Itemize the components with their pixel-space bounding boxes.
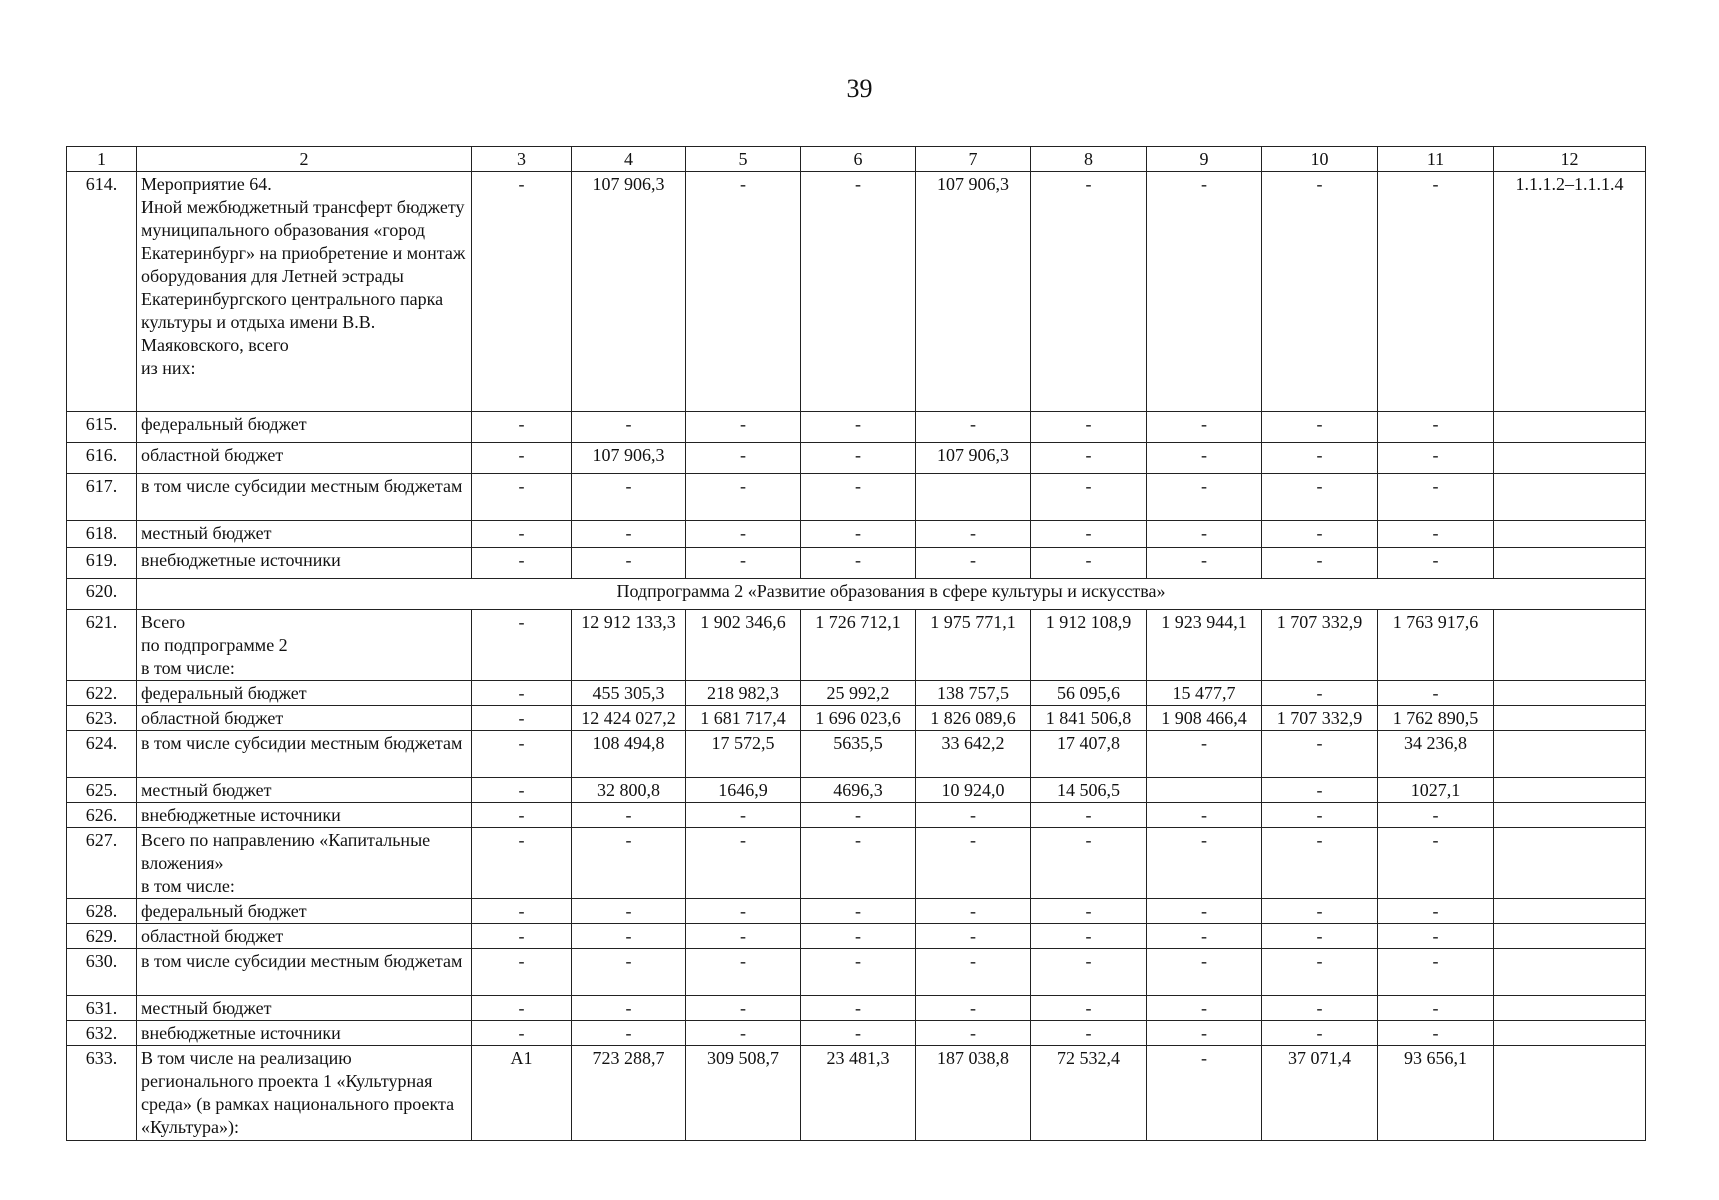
value-cell: 12 424 027,2 (572, 706, 686, 731)
value-cell: 138 757,5 (916, 681, 1031, 706)
value-cell: - (1378, 548, 1494, 579)
column-header: 2 (137, 147, 472, 172)
value-cell: 723 288,7 (572, 1046, 686, 1141)
value-cell: - (1147, 521, 1262, 548)
value-cell (1494, 1021, 1646, 1046)
table-row (67, 412, 1646, 443)
column-header: 6 (801, 147, 916, 172)
row-number: 628. (67, 899, 137, 924)
value-cell: - (916, 548, 1031, 579)
value-cell: 1 841 506,8 (1031, 706, 1147, 731)
value-cell: - (916, 924, 1031, 949)
value-cell: 17 572,5 (686, 731, 801, 778)
value-cell: - (1147, 172, 1262, 412)
value-cell (1494, 706, 1646, 731)
value-cell: - (1147, 548, 1262, 579)
value-cell: - (801, 548, 916, 579)
value-cell: 1 696 023,6 (801, 706, 916, 731)
table-row (67, 521, 1646, 548)
value-cell: 25 992,2 (801, 681, 916, 706)
value-cell: - (1031, 548, 1147, 579)
table-row (67, 579, 1646, 610)
value-cell: - (572, 996, 686, 1021)
value-cell: 37 071,4 (1262, 1046, 1378, 1141)
value-cell: - (472, 474, 572, 521)
row-description: местный бюджет (137, 996, 472, 1021)
row-number: 619. (67, 548, 137, 579)
value-cell: - (801, 1021, 916, 1046)
row-number: 622. (67, 681, 137, 706)
value-cell: 1 763 917,6 (1378, 610, 1494, 681)
value-cell (1494, 681, 1646, 706)
value-cell: - (1378, 172, 1494, 412)
value-cell: - (472, 172, 572, 412)
value-cell: - (1378, 996, 1494, 1021)
table-row (67, 706, 1646, 731)
value-cell (1494, 924, 1646, 949)
value-cell: - (1262, 474, 1378, 521)
value-cell: 1 975 771,1 (916, 610, 1031, 681)
row-description: областной бюджет (137, 706, 472, 731)
row-number: 615. (67, 412, 137, 443)
value-cell: - (572, 949, 686, 996)
table-row (67, 548, 1646, 579)
column-header: 8 (1031, 147, 1147, 172)
value-cell: - (916, 412, 1031, 443)
value-cell: 14 506,5 (1031, 778, 1147, 803)
value-cell: - (1378, 681, 1494, 706)
value-cell: 1 681 717,4 (686, 706, 801, 731)
value-cell: - (572, 548, 686, 579)
row-number: 621. (67, 610, 137, 681)
value-cell: - (572, 1021, 686, 1046)
value-cell: - (1378, 443, 1494, 474)
value-cell: - (801, 949, 916, 996)
column-header-row (67, 147, 1646, 172)
row-number: 623. (67, 706, 137, 731)
value-cell: - (1378, 803, 1494, 828)
value-cell (1494, 610, 1646, 681)
column-header: 3 (472, 147, 572, 172)
value-cell: - (1147, 474, 1262, 521)
value-cell (1494, 443, 1646, 474)
row-description: В том числе на реализацию регионального проекта 1 «Культурная среда» (в рамках национального проекта «Культура»): (137, 1046, 472, 1141)
value-cell: - (1147, 924, 1262, 949)
value-cell (1494, 899, 1646, 924)
row-number: 616. (67, 443, 137, 474)
value-cell: - (472, 996, 572, 1021)
row-description: федеральный бюджет (137, 899, 472, 924)
value-cell: - (1262, 731, 1378, 778)
value-cell: - (1262, 1021, 1378, 1046)
row-description: областной бюджет (137, 443, 472, 474)
value-cell: - (686, 803, 801, 828)
value-cell: - (1378, 828, 1494, 899)
value-cell: - (686, 899, 801, 924)
value-cell: - (686, 443, 801, 474)
value-cell: - (1378, 899, 1494, 924)
value-cell: 1646,9 (686, 778, 801, 803)
value-cell: - (1147, 731, 1262, 778)
value-cell: - (1262, 443, 1378, 474)
value-cell: - (1378, 924, 1494, 949)
value-cell: 107 906,3 (572, 172, 686, 412)
value-cell: - (1031, 172, 1147, 412)
table-row (67, 610, 1646, 681)
value-cell: 72 532,4 (1031, 1046, 1147, 1141)
row-description: Мероприятие 64. Иной межбюджетный трансферт бюджету муниципального образования «город Екатеринбург» на приобретение и монтаж оборудования для Летней эстрады Екатеринбургского центрального парка культуры и отдыха имени В.В. Маяковского, всего из них: (137, 172, 472, 412)
value-cell: - (1262, 996, 1378, 1021)
value-cell: - (1262, 412, 1378, 443)
value-cell: - (801, 828, 916, 899)
value-cell: 107 906,3 (572, 443, 686, 474)
value-cell: - (472, 548, 572, 579)
value-cell: 5635,5 (801, 731, 916, 778)
value-cell: - (686, 949, 801, 996)
value-cell: 33 642,2 (916, 731, 1031, 778)
value-cell (1494, 803, 1646, 828)
value-cell: - (686, 172, 801, 412)
value-cell: - (801, 924, 916, 949)
row-number: 632. (67, 1021, 137, 1046)
row-number: 618. (67, 521, 137, 548)
value-cell: - (916, 828, 1031, 899)
row-number: 614. (67, 172, 137, 412)
value-cell: - (916, 803, 1031, 828)
value-cell: - (572, 828, 686, 899)
value-cell: 1 908 466,4 (1147, 706, 1262, 731)
row-description: Всего по подпрограмме 2 в том числе: (137, 610, 472, 681)
row-number: 631. (67, 996, 137, 1021)
value-cell: - (1147, 443, 1262, 474)
value-cell: - (572, 899, 686, 924)
value-cell: 218 982,3 (686, 681, 801, 706)
row-number: 624. (67, 731, 137, 778)
value-cell: - (801, 474, 916, 521)
budget-table (66, 146, 1646, 1141)
value-cell: - (472, 1021, 572, 1046)
value-cell: - (1031, 924, 1147, 949)
column-header: 12 (1494, 147, 1646, 172)
row-description: областной бюджет (137, 924, 472, 949)
row-number: 630. (67, 949, 137, 996)
value-cell: 10 924,0 (916, 778, 1031, 803)
value-cell: 187 038,8 (916, 1046, 1031, 1141)
value-cell: 107 906,3 (916, 172, 1031, 412)
value-cell: - (472, 949, 572, 996)
value-cell (1494, 949, 1646, 996)
value-cell: - (801, 899, 916, 924)
row-description: в том числе субсидии местным бюджетам (137, 731, 472, 778)
value-cell: - (1031, 899, 1147, 924)
value-cell: 15 477,7 (1147, 681, 1262, 706)
value-cell: - (686, 996, 801, 1021)
value-cell: - (916, 899, 1031, 924)
value-cell: - (686, 521, 801, 548)
value-cell: - (1262, 828, 1378, 899)
value-cell (1494, 474, 1646, 521)
value-cell: - (686, 548, 801, 579)
value-cell: - (1147, 1021, 1262, 1046)
value-cell: 1 726 712,1 (801, 610, 916, 681)
value-cell (1494, 1046, 1646, 1141)
value-cell: - (472, 778, 572, 803)
value-cell: 1 707 332,9 (1262, 610, 1378, 681)
value-cell (916, 474, 1031, 521)
value-cell: - (1262, 521, 1378, 548)
value-cell: 1.1.1.2–1.1.1.4 (1494, 172, 1646, 412)
value-cell: - (472, 899, 572, 924)
value-cell: 12 912 133,3 (572, 610, 686, 681)
value-cell: - (572, 924, 686, 949)
table-row (67, 731, 1646, 778)
value-cell: - (1262, 778, 1378, 803)
table-row (67, 828, 1646, 899)
value-cell: - (686, 474, 801, 521)
value-cell (1494, 731, 1646, 778)
value-cell: - (1147, 803, 1262, 828)
value-cell: - (472, 706, 572, 731)
column-header: 7 (916, 147, 1031, 172)
value-cell: - (472, 731, 572, 778)
table-row (67, 899, 1646, 924)
value-cell (1147, 778, 1262, 803)
value-cell: - (1378, 521, 1494, 548)
value-cell: 93 656,1 (1378, 1046, 1494, 1141)
value-cell (1494, 778, 1646, 803)
row-description: в том числе субсидии местным бюджетам (137, 949, 472, 996)
value-cell: 309 508,7 (686, 1046, 801, 1141)
value-cell: 17 407,8 (1031, 731, 1147, 778)
value-cell: - (572, 521, 686, 548)
value-cell: - (916, 996, 1031, 1021)
value-cell: 32 800,8 (572, 778, 686, 803)
value-cell: - (1031, 803, 1147, 828)
row-number: 626. (67, 803, 137, 828)
table-row (67, 1021, 1646, 1046)
value-cell: - (472, 521, 572, 548)
row-description: местный бюджет (137, 521, 472, 548)
value-cell: - (1031, 1021, 1147, 1046)
value-cell: - (472, 412, 572, 443)
row-description: внебюджетные источники (137, 1021, 472, 1046)
table-row (67, 172, 1646, 412)
row-number: 629. (67, 924, 137, 949)
table-row (67, 996, 1646, 1021)
table-row (67, 778, 1646, 803)
value-cell: 1 707 332,9 (1262, 706, 1378, 731)
value-cell: - (1147, 996, 1262, 1021)
value-cell: - (1262, 899, 1378, 924)
row-description: в том числе субсидии местным бюджетам (137, 474, 472, 521)
table-row (67, 1046, 1646, 1141)
value-cell: - (1031, 949, 1147, 996)
value-cell: - (801, 521, 916, 548)
value-cell: - (1378, 474, 1494, 521)
value-cell: - (801, 172, 916, 412)
column-header: 5 (686, 147, 801, 172)
value-cell (1494, 412, 1646, 443)
row-description: местный бюджет (137, 778, 472, 803)
table-row (67, 443, 1646, 474)
value-cell: - (472, 681, 572, 706)
value-cell: - (1262, 172, 1378, 412)
page-number: 39 (846, 74, 873, 103)
value-cell: - (1262, 924, 1378, 949)
value-cell: - (1262, 803, 1378, 828)
table-row (67, 803, 1646, 828)
column-header: 9 (1147, 147, 1262, 172)
value-cell: - (1378, 412, 1494, 443)
value-cell: - (1147, 949, 1262, 996)
value-cell: 56 095,6 (1031, 681, 1147, 706)
column-header: 10 (1262, 147, 1378, 172)
row-description: внебюджетные источники (137, 803, 472, 828)
row-number: 617. (67, 474, 137, 521)
table-row (67, 681, 1646, 706)
table-row (67, 949, 1646, 996)
table-body (67, 147, 1646, 1141)
column-header: 4 (572, 147, 686, 172)
table-row (67, 924, 1646, 949)
table-row (67, 474, 1646, 521)
value-cell: - (916, 521, 1031, 548)
value-cell: - (572, 474, 686, 521)
value-cell: - (801, 996, 916, 1021)
value-cell: - (1378, 949, 1494, 996)
value-cell (1494, 828, 1646, 899)
value-cell: - (686, 828, 801, 899)
value-cell: - (472, 803, 572, 828)
value-cell (1494, 996, 1646, 1021)
value-cell: 1 762 890,5 (1378, 706, 1494, 731)
value-cell: - (1031, 828, 1147, 899)
value-cell: - (1147, 412, 1262, 443)
row-description: Всего по направлению «Капитальные вложения» в том числе: (137, 828, 472, 899)
value-cell: - (801, 803, 916, 828)
value-cell: - (572, 803, 686, 828)
value-cell: - (472, 610, 572, 681)
value-cell: - (1378, 1021, 1494, 1046)
value-cell: А1 (472, 1046, 572, 1141)
value-cell: - (1031, 412, 1147, 443)
value-cell: 1027,1 (1378, 778, 1494, 803)
value-cell: - (1031, 996, 1147, 1021)
value-cell: - (916, 1021, 1031, 1046)
value-cell: 1 902 346,6 (686, 610, 801, 681)
row-number: 627. (67, 828, 137, 899)
value-cell: 455 305,3 (572, 681, 686, 706)
value-cell: - (1147, 1046, 1262, 1141)
value-cell (1494, 548, 1646, 579)
value-cell: 23 481,3 (801, 1046, 916, 1141)
value-cell: - (1147, 828, 1262, 899)
row-description: федеральный бюджет (137, 681, 472, 706)
value-cell: - (1147, 899, 1262, 924)
row-number: 620. (67, 579, 137, 610)
row-description: внебюджетные источники (137, 548, 472, 579)
value-cell: 1 826 089,6 (916, 706, 1031, 731)
value-cell: 108 494,8 (572, 731, 686, 778)
value-cell: - (916, 949, 1031, 996)
value-cell: - (572, 412, 686, 443)
value-cell: 1 912 108,9 (1031, 610, 1147, 681)
value-cell: 107 906,3 (916, 443, 1031, 474)
column-header: 11 (1378, 147, 1494, 172)
value-cell (1494, 521, 1646, 548)
value-cell: - (1031, 474, 1147, 521)
value-cell: - (472, 924, 572, 949)
value-cell: - (686, 924, 801, 949)
value-cell: - (472, 828, 572, 899)
value-cell: - (1031, 443, 1147, 474)
value-cell: - (1262, 548, 1378, 579)
row-description: федеральный бюджет (137, 412, 472, 443)
value-cell: - (1262, 949, 1378, 996)
value-cell: 34 236,8 (1378, 731, 1494, 778)
value-cell: - (686, 1021, 801, 1046)
value-cell: - (801, 412, 916, 443)
row-number: 625. (67, 778, 137, 803)
subprogram-title: Подпрограмма 2 «Развитие образования в сфере культуры и искусства» (137, 579, 1646, 610)
value-cell: - (472, 443, 572, 474)
value-cell: - (1031, 521, 1147, 548)
value-cell: 1 923 944,1 (1147, 610, 1262, 681)
value-cell: 4696,3 (801, 778, 916, 803)
value-cell: - (686, 412, 801, 443)
row-number: 633. (67, 1046, 137, 1141)
value-cell: - (801, 443, 916, 474)
value-cell: - (1262, 681, 1378, 706)
column-header: 1 (67, 147, 137, 172)
